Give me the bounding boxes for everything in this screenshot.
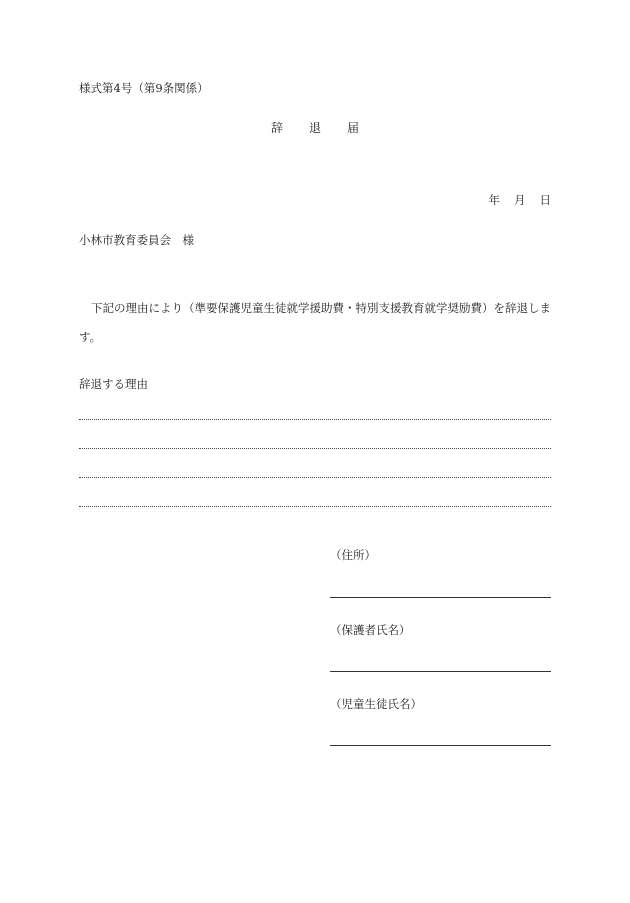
date-day: 日 xyxy=(539,193,551,207)
addressee: 小林市教育委員会 様 xyxy=(79,233,194,247)
guardian-name-line xyxy=(330,671,551,672)
guardian-name-label: （保護者氏名） xyxy=(330,623,411,637)
student-name-label: （児童生徒氏名） xyxy=(330,697,422,711)
address-label: （住所） xyxy=(330,548,376,562)
date-line xyxy=(475,193,552,207)
reason-line-4 xyxy=(79,506,551,507)
reason-line-1 xyxy=(79,419,551,420)
reason-line-3 xyxy=(79,477,551,478)
form-number: 様式第4号（第9条関係） xyxy=(79,81,209,95)
address-line xyxy=(330,597,551,598)
title-char-3: 届 xyxy=(347,121,360,135)
title-char-2: 退 xyxy=(308,121,321,135)
date-year: 年 xyxy=(488,193,500,207)
title-char-1: 辞 xyxy=(270,121,283,135)
document-title xyxy=(0,121,630,135)
student-name-line xyxy=(330,745,551,746)
body-text: 下記の理由により（準要保護児童生徒就学援助費・特別支援教育就学奨励費）を辞退します。 xyxy=(79,301,551,344)
date-month: 月 xyxy=(514,193,526,207)
reason-heading: 辞退する理由 xyxy=(79,377,148,391)
reason-line-2 xyxy=(79,448,551,449)
